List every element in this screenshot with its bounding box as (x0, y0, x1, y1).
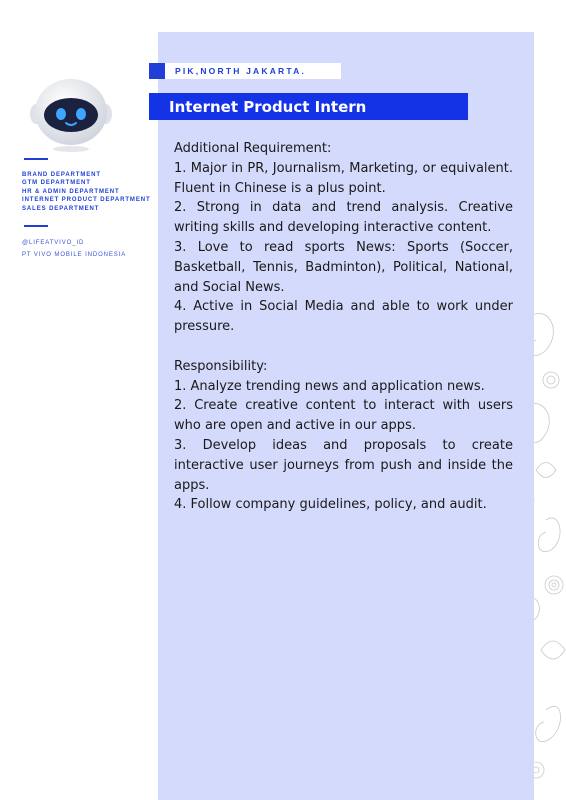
department-item: BRAND DEPARTMENT (22, 172, 101, 178)
location-bar (149, 63, 341, 79)
requirement-item: 2. Strong in data and trend analysis. Creative writing skills and developing interactive content. (174, 200, 513, 236)
spacer (174, 337, 513, 357)
job-title-bar (149, 93, 468, 120)
responsibility-item: 1. Analyze trending news and application news. (174, 378, 485, 394)
job-title: Internet Product Intern (169, 98, 367, 116)
department-item: HR & ADMIN DEPARTMENT (22, 188, 120, 195)
department-item: INTERNET PRODUCT DEPARTMENT (22, 197, 151, 204)
department-item: GTM DEPARTMENT (22, 180, 91, 187)
responsibility-item: 3. Develop ideas and proposals to create interactive user journeys from push and inside the apps. (174, 437, 513, 493)
responsibility-item: 4. Follow company guidelines, policy, and audit. (174, 497, 487, 513)
department-list (22, 171, 151, 213)
department-item: SALES DEPARTMENT (22, 205, 100, 212)
company-name: PT VIVO MOBILE INDONESIA (22, 252, 127, 258)
robot-mascot-icon (28, 72, 114, 152)
accent-line (24, 225, 48, 227)
responsibility-heading: Responsibility: (174, 358, 268, 374)
social-handle[interactable]: @LIFEATVIVO_ID (22, 240, 85, 246)
requirement-item: 3. Love to read sports News: Sports (Soccer, Basketball, Tennis, Badminton), Political, National, and Social News. (174, 239, 513, 295)
requirements-heading: Additional Requirement: (174, 141, 332, 156)
responsibility-item: 2. Create creative content to interact with users who are open and active in our apps. (174, 398, 513, 434)
accent-line (24, 158, 48, 160)
job-description (174, 139, 513, 515)
location-text: PIK,NORTH JAKARTA. (175, 66, 307, 76)
requirement-item: 4. Active in Social Media and able to work under pressure. (174, 299, 513, 335)
requirement-item: 1. Major in PR, Journalism, Marketing, or equivalent. Fluent in Chinese is a plus point. (174, 160, 513, 196)
location-marker (149, 63, 165, 79)
